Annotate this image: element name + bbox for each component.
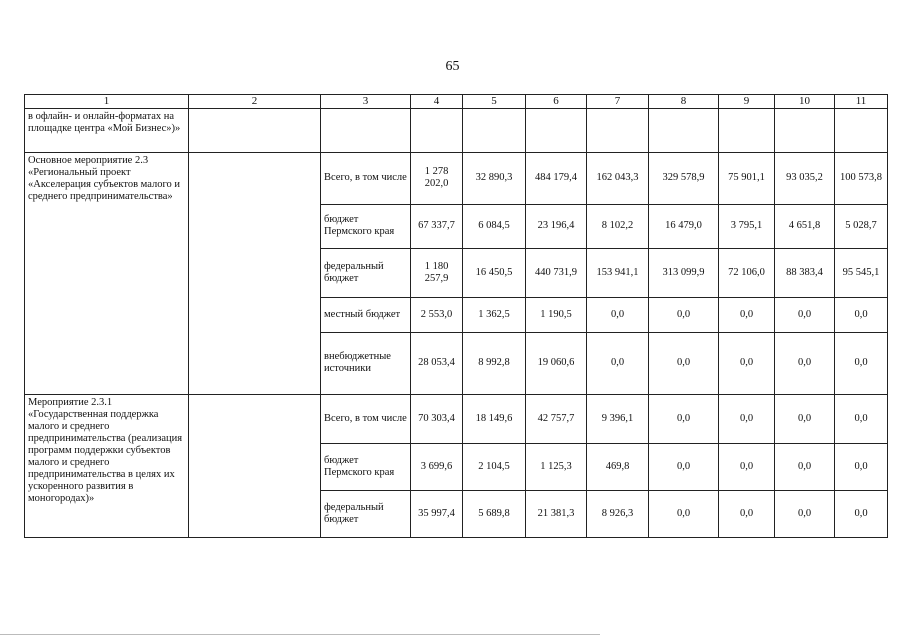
amount-cell: 0,0 xyxy=(587,297,649,332)
amount-cell: 0,0 xyxy=(587,332,649,394)
column-header-1: 1 xyxy=(25,95,189,109)
amount-cell: 42 757,7 xyxy=(526,394,587,443)
column-header-6: 6 xyxy=(526,95,587,109)
amount-cell: 0,0 xyxy=(649,332,719,394)
column-header-11: 11 xyxy=(835,95,888,109)
table-row xyxy=(25,152,888,204)
column-header-5: 5 xyxy=(463,95,526,109)
table-row xyxy=(25,108,888,152)
amount-cell: 8 926,3 xyxy=(587,490,649,537)
amount-cell: 0,0 xyxy=(775,297,835,332)
funding-source: бюджет Пермского края xyxy=(321,443,411,490)
amount-cell: 95 545,1 xyxy=(835,248,888,297)
activity-name: Основное мероприятие 2.3 «Региональный проект «Акселерация субъектов малого и среднего предпринимательства» xyxy=(25,152,189,394)
amount-cell: 0,0 xyxy=(719,443,775,490)
header-row xyxy=(25,95,888,109)
amount-cell: 153 941,1 xyxy=(587,248,649,297)
amount-cell: 16 479,0 xyxy=(649,204,719,248)
amount-cell: 5 689,8 xyxy=(463,490,526,537)
column-2-cell xyxy=(189,394,321,537)
amount-cell: 0,0 xyxy=(649,297,719,332)
amount-cell: 0,0 xyxy=(835,297,888,332)
amount-cell: 0,0 xyxy=(649,394,719,443)
amount-cell: 0,0 xyxy=(649,443,719,490)
table-body xyxy=(25,95,888,538)
column-header-2: 2 xyxy=(189,95,321,109)
column-2-cell xyxy=(189,108,321,152)
amount-cell: 484 179,4 xyxy=(526,152,587,204)
amount-cell: 0,0 xyxy=(775,443,835,490)
amount-cell: 19 060,6 xyxy=(526,332,587,394)
amount-cell: 0,0 xyxy=(719,297,775,332)
amount-cell: 18 149,6 xyxy=(463,394,526,443)
amount-cell: 4 651,8 xyxy=(775,204,835,248)
funding-source: внебюджетные источники xyxy=(321,332,411,394)
amount-cell: 75 901,1 xyxy=(719,152,775,204)
column-header-9: 9 xyxy=(719,95,775,109)
column-header-4: 4 xyxy=(411,95,463,109)
amount-cell: 1 190,5 xyxy=(526,297,587,332)
amount-cell: 70 303,4 xyxy=(411,394,463,443)
amount-cell: 8 992,8 xyxy=(463,332,526,394)
amount-cell: 469,8 xyxy=(587,443,649,490)
amount-cell: 35 997,4 xyxy=(411,490,463,537)
amount-cell: 0,0 xyxy=(835,490,888,537)
amount-cell: 16 450,5 xyxy=(463,248,526,297)
amount-cell: 0,0 xyxy=(835,332,888,394)
funding-source: Всего, в том числе xyxy=(321,394,411,443)
amount-cell: 1 278 202,0 xyxy=(411,152,463,204)
amount-cell: 162 043,3 xyxy=(587,152,649,204)
amount-cell xyxy=(835,108,888,152)
amount-cell: 21 381,3 xyxy=(526,490,587,537)
column-2-cell xyxy=(189,152,321,394)
amount-cell: 440 731,9 xyxy=(526,248,587,297)
funding-source: бюджет Пермского края xyxy=(321,204,411,248)
amount-cell: 1 125,3 xyxy=(526,443,587,490)
column-header-7: 7 xyxy=(587,95,649,109)
activity-name: Мероприятие 2.3.1 «Государственная поддержка малого и среднего предпринимательства (реализация программ поддержки субъектов малого и среднего предпринимательства в целях их ускоренного развития в моногородах)» xyxy=(25,394,189,537)
amount-cell: 0,0 xyxy=(775,332,835,394)
amount-cell: 72 106,0 xyxy=(719,248,775,297)
funding-source: федеральный бюджет xyxy=(321,248,411,297)
amount-cell: 0,0 xyxy=(835,394,888,443)
amount-cell: 93 035,2 xyxy=(775,152,835,204)
funding-source: местный бюджет xyxy=(321,297,411,332)
amount-cell xyxy=(587,108,649,152)
amount-cell: 5 028,7 xyxy=(835,204,888,248)
amount-cell: 0,0 xyxy=(649,490,719,537)
amount-cell: 8 102,2 xyxy=(587,204,649,248)
amount-cell: 1 180 257,9 xyxy=(411,248,463,297)
amount-cell xyxy=(775,108,835,152)
funding-source: федеральный бюджет xyxy=(321,490,411,537)
amount-cell: 2 553,0 xyxy=(411,297,463,332)
funding-source xyxy=(321,108,411,152)
amount-cell: 0,0 xyxy=(719,490,775,537)
amount-cell xyxy=(649,108,719,152)
amount-cell: 3 795,1 xyxy=(719,204,775,248)
scan-artifact-line xyxy=(0,634,600,635)
amount-cell: 313 099,9 xyxy=(649,248,719,297)
amount-cell: 0,0 xyxy=(719,394,775,443)
amount-cell: 1 362,5 xyxy=(463,297,526,332)
amount-cell: 67 337,7 xyxy=(411,204,463,248)
amount-cell: 23 196,4 xyxy=(526,204,587,248)
amount-cell: 9 396,1 xyxy=(587,394,649,443)
amount-cell: 88 383,4 xyxy=(775,248,835,297)
budget-table xyxy=(24,94,888,538)
funding-source: Всего, в том числе xyxy=(321,152,411,204)
amount-cell: 0,0 xyxy=(719,332,775,394)
amount-cell: 0,0 xyxy=(835,443,888,490)
amount-cell: 0,0 xyxy=(775,490,835,537)
amount-cell: 28 053,4 xyxy=(411,332,463,394)
activity-name: в офлайн- и онлайн-форматах на площадке центра «Мой Бизнес»)» xyxy=(25,108,189,152)
column-header-8: 8 xyxy=(649,95,719,109)
amount-cell xyxy=(411,108,463,152)
amount-cell: 32 890,3 xyxy=(463,152,526,204)
amount-cell: 329 578,9 xyxy=(649,152,719,204)
amount-cell: 100 573,8 xyxy=(835,152,888,204)
amount-cell xyxy=(526,108,587,152)
amount-cell: 0,0 xyxy=(775,394,835,443)
amount-cell xyxy=(719,108,775,152)
amount-cell xyxy=(463,108,526,152)
amount-cell: 3 699,6 xyxy=(411,443,463,490)
table-row xyxy=(25,394,888,443)
column-header-3: 3 xyxy=(321,95,411,109)
amount-cell: 2 104,5 xyxy=(463,443,526,490)
amount-cell: 6 084,5 xyxy=(463,204,526,248)
column-header-10: 10 xyxy=(775,95,835,109)
page-number: 65 xyxy=(445,59,460,74)
